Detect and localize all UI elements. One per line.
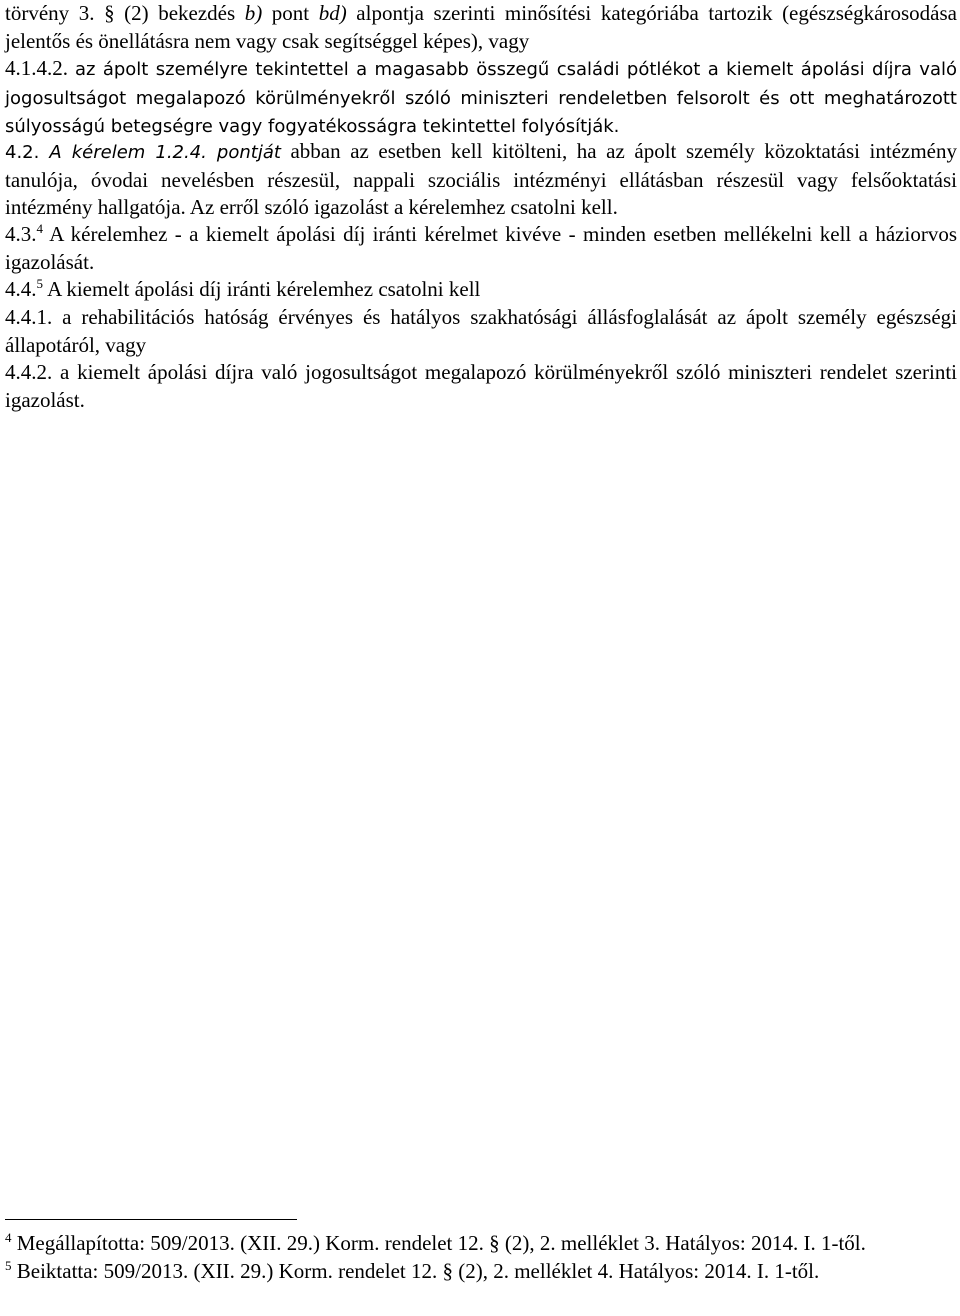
italic-ref: A kérelem 1.2.4. pontját <box>49 142 281 163</box>
item-number: 4.1.4.2. <box>5 56 75 80</box>
paragraph-4-1-4-2 <box>5 55 957 141</box>
text: alpontja szerinti minősítési kategóriába tartozik (egészségkárosodása jelentős és önellátásra nem vagy csak segítséggel képes), vagy <box>5 1 957 53</box>
paragraph-4-4-1 <box>5 304 957 359</box>
footnote-text: Beiktatta: 509/2013. (XII. 29.) Korm. rendelet 12. § (2), 2. melléklet 4. Hatályos: 2014. I. 1-től. <box>11 1258 820 1283</box>
footnote-ref[interactable]: 5 <box>36 276 43 291</box>
item-number: 4.2. <box>5 142 50 163</box>
footnote-text: Megállapította: 509/2013. (XII. 29.) Korm. rendelet 12. § (2), 2. melléklet 3. Hatályos: 2014. I. 1-től. <box>11 1231 866 1255</box>
paragraph-4-2 <box>5 138 957 222</box>
text: abban az esetben kell kitölteni, ha az ápolt személy közoktatási intézmény tanulója, óvodai nevelésben részesül, nappali szociális intézményi ellátásban részesül vagy felsőoktatási intézmény hallgatója. Az erről szóló igazolást a kérelemhez csatolni kell. <box>5 139 957 219</box>
text: (2) bekezdés <box>114 1 245 25</box>
item-number: 4.4. <box>5 277 37 301</box>
paragraph-continuation <box>5 0 957 55</box>
footnote-4 <box>5 1230 957 1258</box>
text: pont <box>262 1 319 25</box>
document-page <box>5 0 957 1316</box>
paragraph-4-4-2 <box>5 359 957 414</box>
text: 4.4.1. a rehabilitációs hatóság érvényes és hatályos szakhatósági állásfoglalását az ápolt személy egészségi állapotáról, vagy <box>5 305 957 357</box>
text: 4.4.2. a kiemelt ápolási díjra való jogosultságot megalapozó körülményekről szóló miniszteri rendelet szerinti igazolást. <box>5 360 957 412</box>
paragraph-4-3 <box>5 221 957 276</box>
text: törvény 3. <box>5 1 105 25</box>
section-sign: § <box>104 1 115 25</box>
italic-ref: bd) <box>318 1 347 25</box>
text: A kiemelt ápolási díj iránti kérelemhez csatolni kell <box>43 277 481 301</box>
footnote-separator <box>5 1219 297 1220</box>
paragraph-4-4 <box>5 276 957 304</box>
item-number: 4.3. <box>5 222 37 246</box>
footnotes <box>5 1230 957 1285</box>
footnote-ref[interactable]: 4 <box>36 221 43 236</box>
footnote-number: 5 <box>5 1257 12 1273</box>
italic-ref: b) <box>244 1 263 25</box>
text: az ápolt személyre tekintettel a magasabb összegű családi pótlékot a kiemelt ápolási díjra való jogosultságot megalapozó körülményekről szóló miniszteri rendeletben felsorolt és ott meghatározott súlyosságú betegségre vagy fogyatékosságra tekintettel folyósítják. <box>5 59 957 137</box>
footnote-number: 4 <box>5 1230 12 1245</box>
text: A kérelemhez - a kiemelt ápolási díj iránti kérelmet kivéve - minden esetben mellékelni kell a háziorvos igazolását. <box>5 222 957 274</box>
footnote-5 <box>5 1258 957 1286</box>
